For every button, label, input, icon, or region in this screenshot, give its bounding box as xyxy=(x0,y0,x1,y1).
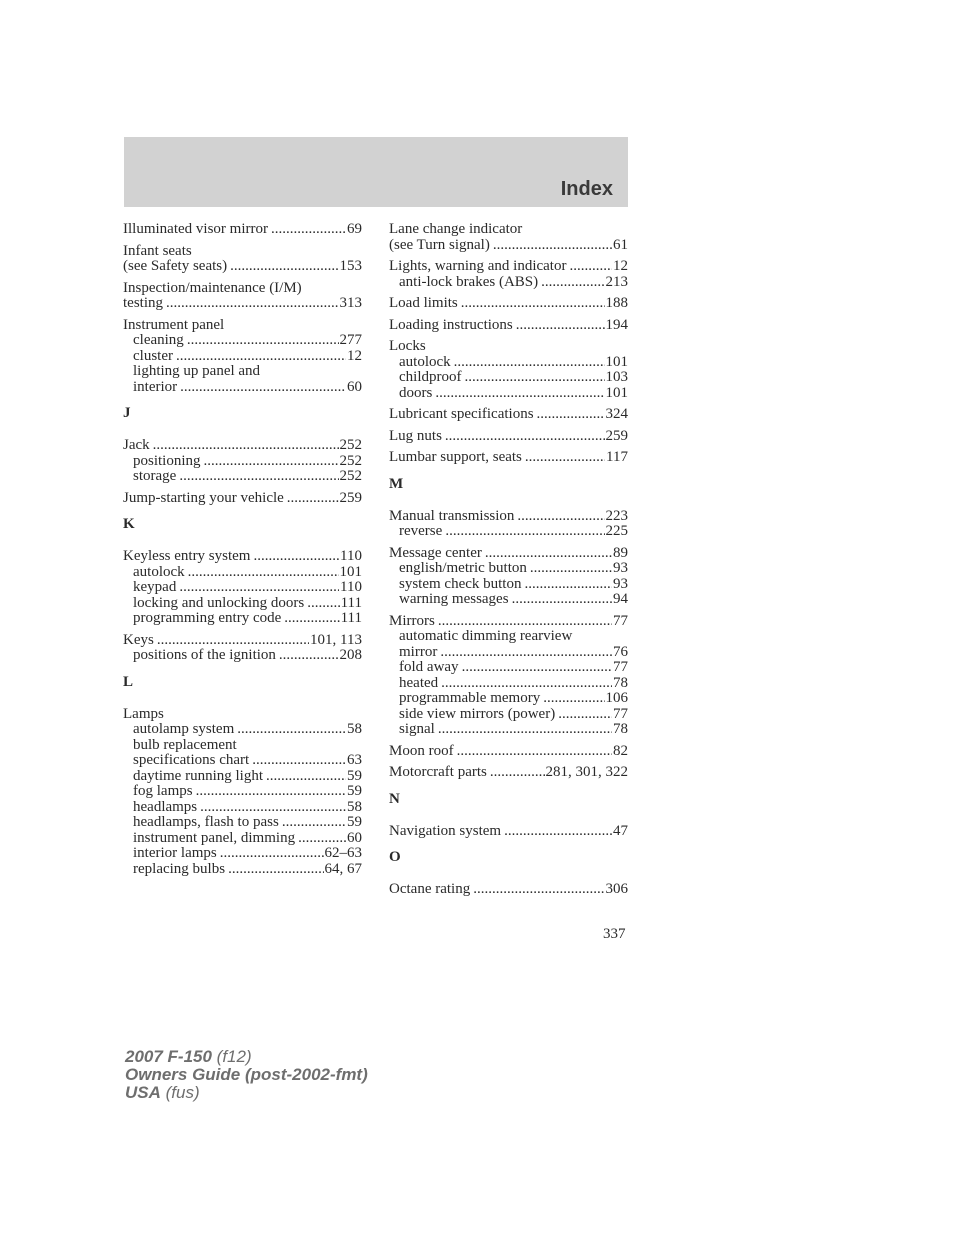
entry-page-ref: 59 xyxy=(347,814,362,830)
index-subentry-line xyxy=(389,660,628,676)
entry-term: headlamps, flash to pass xyxy=(133,814,279,830)
index-entry-line xyxy=(389,824,628,840)
entry-page-ref: 77 xyxy=(613,659,628,675)
index-subentry-line xyxy=(123,769,362,785)
index-subentry-line xyxy=(389,691,628,707)
entry-term: keypad xyxy=(133,579,177,595)
entry-page-ref: 101 xyxy=(605,384,628,401)
index-subentry-line xyxy=(123,722,362,738)
entry-page-ref: 252 xyxy=(339,468,362,484)
dot-leader xyxy=(179,469,338,485)
entry-term: cleaning xyxy=(133,332,184,348)
entry-term: Infant seats xyxy=(123,242,192,259)
index-entry xyxy=(123,244,362,275)
index-entry-line xyxy=(389,318,628,334)
index-entry xyxy=(123,707,362,878)
index-subentry-line xyxy=(123,648,362,664)
index-entry xyxy=(389,450,628,466)
entry-page-ref: 313 xyxy=(339,295,362,311)
entry-page-ref: 306 xyxy=(605,881,628,897)
index-entry xyxy=(123,549,362,627)
index-subentry-line xyxy=(123,846,362,862)
entry-term: fog lamps xyxy=(133,783,193,799)
entry-term: positions of the ignition xyxy=(133,647,276,663)
dot-leader xyxy=(271,222,346,238)
dot-leader xyxy=(441,676,612,692)
dot-leader xyxy=(445,429,605,445)
entry-term: bulb replacement xyxy=(133,736,237,753)
entry-term: heated xyxy=(399,674,439,691)
index-subentry-line xyxy=(389,707,628,723)
entry-term: mirror xyxy=(399,643,438,660)
entry-page-ref: 77 xyxy=(613,612,628,629)
dot-leader xyxy=(517,509,604,525)
entry-page-ref: 93 xyxy=(613,560,628,576)
index-subentry-line xyxy=(123,611,362,627)
entry-term: Instrument panel xyxy=(123,316,225,333)
index-entry-line xyxy=(123,222,362,238)
entry-page-ref: 277 xyxy=(339,332,362,348)
entry-term: Lubricant specifications xyxy=(389,406,534,422)
index-entry-line xyxy=(389,222,628,238)
dot-leader xyxy=(530,561,612,577)
entry-term: Motorcraft parts xyxy=(389,764,487,780)
entry-term: testing xyxy=(123,295,163,311)
footer-line-1: 2007 F-150 (f12) xyxy=(125,1047,252,1066)
entry-term: warning messages xyxy=(399,591,509,607)
entry-term: Manual transmission xyxy=(389,507,515,524)
entry-term: lighting up panel and xyxy=(133,363,261,379)
entry-term: interior lamps xyxy=(133,845,217,861)
entry-page-ref: 225 xyxy=(605,523,628,539)
index-entry-line xyxy=(123,633,362,649)
entry-term: Locks xyxy=(389,338,426,354)
index-entry-line xyxy=(389,509,628,525)
index-entry-line xyxy=(123,244,362,260)
entry-page-ref: 89 xyxy=(613,544,628,561)
index-subentry-line xyxy=(123,815,362,831)
entry-page-ref: 93 xyxy=(613,575,628,592)
entry-term: childproof xyxy=(399,369,462,385)
dot-leader xyxy=(543,691,604,707)
index-entry xyxy=(389,744,628,760)
index-subentry-line xyxy=(389,676,628,692)
entry-page-ref: 58 xyxy=(347,798,362,815)
entry-page-ref: 94 xyxy=(613,591,628,607)
index-entry xyxy=(123,633,362,664)
dot-leader xyxy=(188,565,339,581)
index-entry xyxy=(389,882,628,898)
entry-term: locking and unlocking doors xyxy=(133,594,305,611)
footer-line-2: Owners Guide (post-2002-fmt) xyxy=(125,1065,368,1084)
section-letter: N xyxy=(389,790,400,807)
index-entry xyxy=(389,546,628,608)
entry-page-ref: 76 xyxy=(613,643,628,660)
dot-leader xyxy=(287,491,339,507)
dot-leader xyxy=(504,824,612,840)
entry-page-ref: 188 xyxy=(605,295,628,311)
index-entry xyxy=(389,824,628,840)
index-entry xyxy=(389,296,628,312)
entry-term: autolock xyxy=(399,353,451,370)
entry-page-ref: 47 xyxy=(613,822,628,839)
entry-page-ref: 61 xyxy=(613,236,628,253)
entry-term: Lamps xyxy=(123,705,164,722)
dot-leader xyxy=(438,614,612,630)
index-subentry-line xyxy=(389,386,628,402)
index-entry-line xyxy=(389,259,628,275)
entry-term: Load limits xyxy=(389,295,458,311)
index-entry xyxy=(389,429,628,445)
entry-page-ref: 12 xyxy=(613,258,628,274)
index-subentry-line xyxy=(123,596,362,612)
index-subentry-line xyxy=(389,275,628,291)
dot-leader xyxy=(220,846,324,862)
entry-page-ref: 58 xyxy=(347,721,362,737)
entry-term: Octane rating xyxy=(389,881,471,897)
entry-term: programmable memory xyxy=(399,690,541,706)
index-entry-line xyxy=(123,707,362,723)
entry-term: autolock xyxy=(133,563,185,580)
index-entry-line xyxy=(389,238,628,254)
footer xyxy=(125,1048,368,1102)
entry-term: autolamp system xyxy=(133,721,235,737)
entry-page-ref: 59 xyxy=(347,783,362,799)
dot-leader xyxy=(485,546,612,562)
entry-page-ref: 110 xyxy=(340,548,362,564)
index-entry xyxy=(389,222,628,253)
dot-leader xyxy=(284,611,339,627)
entry-term: english/metric button xyxy=(399,560,527,576)
entry-page-ref: 77 xyxy=(613,705,628,722)
dot-leader xyxy=(176,349,346,365)
entry-page-ref: 101 xyxy=(339,563,362,580)
entry-term: Jump-starting your vehicle xyxy=(123,489,284,506)
entry-term: (see Turn signal) xyxy=(389,236,490,253)
index-subentry-line xyxy=(123,333,362,349)
index-subentry-line xyxy=(389,592,628,608)
entry-term: Illuminated visor mirror xyxy=(123,221,268,237)
dot-leader xyxy=(462,660,612,676)
section-letter: J xyxy=(123,405,131,421)
dot-leader xyxy=(200,800,346,816)
section-letter: M xyxy=(389,475,404,492)
index-column-right xyxy=(389,222,628,904)
index-subentry-line xyxy=(389,577,628,593)
entry-page-ref: 281, 301, 322 xyxy=(545,764,628,780)
dot-leader xyxy=(307,596,339,612)
index-entry xyxy=(123,222,362,238)
dot-leader xyxy=(179,580,339,596)
entry-page-ref: 153 xyxy=(339,258,362,274)
dot-leader xyxy=(282,815,346,831)
index-entry xyxy=(123,281,362,312)
entry-term: Loading instructions xyxy=(389,316,513,333)
index-subentry-line xyxy=(389,722,628,738)
index-subentry-line xyxy=(123,380,362,396)
entry-term: Keys xyxy=(123,631,154,648)
index-subentry-line xyxy=(123,862,362,878)
entry-term: Moon roof xyxy=(389,742,454,759)
index-entry xyxy=(389,259,628,290)
index-entry-line xyxy=(123,549,362,565)
index-column-left xyxy=(123,222,362,883)
index-subentry-line xyxy=(389,561,628,577)
dot-leader xyxy=(558,707,612,723)
index-entry-line xyxy=(123,296,362,312)
dot-leader xyxy=(187,333,339,349)
entry-term: fold away xyxy=(399,659,459,675)
entry-term: Lug nuts xyxy=(389,427,442,444)
index-subentry-line xyxy=(123,565,362,581)
entry-term: Jack xyxy=(123,437,150,453)
dot-leader xyxy=(153,438,339,454)
dot-leader xyxy=(440,645,612,661)
index-entry xyxy=(123,491,362,507)
entry-page-ref: 111 xyxy=(340,594,362,611)
entry-page-ref: 110 xyxy=(340,579,362,595)
header-band xyxy=(124,137,628,207)
dot-leader xyxy=(457,744,612,760)
entry-term: headlamps xyxy=(133,798,198,815)
dot-leader xyxy=(537,407,605,423)
dot-leader xyxy=(252,753,346,769)
entry-page-ref: 78 xyxy=(613,674,628,691)
index-subentry-line xyxy=(123,364,362,380)
entry-term: cluster xyxy=(133,347,173,364)
entry-page-ref: 69 xyxy=(347,221,362,237)
dot-leader xyxy=(237,722,346,738)
index-entry-line xyxy=(389,407,628,423)
entry-term: Lights, warning and indicator xyxy=(389,258,567,274)
entry-term: Inspection/maintenance (I/M) xyxy=(123,279,302,296)
index-entry-line xyxy=(123,491,362,507)
entry-page-ref: 324 xyxy=(605,406,628,422)
dot-leader xyxy=(464,370,604,386)
entry-term: reverse xyxy=(399,523,443,539)
index-subentry-line xyxy=(123,831,362,847)
index-entry xyxy=(389,318,628,334)
dot-leader xyxy=(228,862,323,878)
entry-term: programming entry code xyxy=(133,610,282,626)
dot-leader xyxy=(266,769,346,785)
entry-page-ref: 208 xyxy=(339,647,362,663)
index-entry-line xyxy=(389,296,628,312)
index-entry-line xyxy=(389,429,628,445)
entry-term: automatic dimming rearview xyxy=(399,628,573,644)
index-entry-line xyxy=(389,339,628,355)
entry-term: instrument panel, dimming xyxy=(133,829,296,846)
entry-page-ref: 213 xyxy=(605,273,628,290)
index-subentry-line xyxy=(389,524,628,540)
dot-leader xyxy=(279,648,339,664)
index-entry-line xyxy=(123,259,362,275)
entry-page-ref: 259 xyxy=(605,427,628,444)
footer-line-3: USA (fus) xyxy=(125,1083,200,1102)
index-entry-line xyxy=(389,882,628,898)
index-subentry-line xyxy=(123,349,362,365)
dot-leader xyxy=(493,238,612,254)
entry-term: system check button xyxy=(399,575,522,592)
index-entry-line xyxy=(123,281,362,297)
index-entry xyxy=(389,339,628,401)
entry-page-ref: 63 xyxy=(347,752,362,768)
index-subentry-line xyxy=(123,753,362,769)
dot-leader xyxy=(253,549,339,565)
entry-term: daytime running light xyxy=(133,767,263,784)
entry-page-ref: 194 xyxy=(605,316,628,333)
dot-leader xyxy=(298,831,346,847)
entry-page-ref: 101, 113 xyxy=(310,631,362,648)
dot-leader xyxy=(166,296,339,312)
entry-page-ref: 64, 67 xyxy=(324,860,362,877)
index-subentry-line xyxy=(123,469,362,485)
dot-leader xyxy=(157,633,309,649)
entry-term: specifications chart xyxy=(133,752,250,768)
dot-leader xyxy=(204,454,339,470)
page-number: 337 xyxy=(603,926,626,942)
entry-term: replacing bulbs xyxy=(133,860,226,877)
entry-page-ref: 59 xyxy=(347,767,362,784)
dot-leader xyxy=(445,524,604,540)
entry-page-ref: 78 xyxy=(613,721,628,737)
section-letter: O xyxy=(389,849,401,865)
entry-page-ref: 223 xyxy=(605,507,628,524)
dot-leader xyxy=(454,355,605,371)
entry-term: anti-lock brakes (ABS) xyxy=(399,273,539,290)
dot-leader xyxy=(516,318,605,334)
entry-page-ref: 12 xyxy=(347,347,362,364)
index-subentry-line xyxy=(123,580,362,596)
entry-page-ref: 252 xyxy=(339,437,362,453)
entry-page-ref: 101 xyxy=(605,353,628,370)
dot-leader xyxy=(230,259,338,275)
entry-term: Message center xyxy=(389,544,482,561)
index-entry-line xyxy=(123,318,362,334)
index-entry xyxy=(123,438,362,485)
entry-term: (see Safety seats) xyxy=(123,258,228,274)
index-entry-line xyxy=(389,744,628,760)
entry-page-ref: 82 xyxy=(613,742,628,759)
entry-page-ref: 62–63 xyxy=(324,845,362,861)
index-subentry-line xyxy=(123,454,362,470)
dot-leader xyxy=(435,386,604,402)
index-subentry-line xyxy=(389,370,628,386)
dot-leader xyxy=(541,275,604,291)
entry-term: Mirrors xyxy=(389,612,435,629)
entry-term: Navigation system xyxy=(389,822,502,839)
entry-page-ref: 60 xyxy=(347,378,362,395)
entry-term: doors xyxy=(399,384,433,401)
index-subentry-line xyxy=(123,784,362,800)
entry-term: storage xyxy=(133,468,177,484)
index-entry-line xyxy=(389,614,628,630)
entry-term: signal xyxy=(399,721,435,737)
entry-page-ref: 111 xyxy=(340,610,362,626)
index-entry xyxy=(389,509,628,540)
entry-term: positioning xyxy=(133,452,201,469)
index-entry-line xyxy=(389,450,628,466)
entry-page-ref: 259 xyxy=(339,489,362,506)
entry-term: Keyless entry system xyxy=(123,548,251,564)
entry-page-ref: 106 xyxy=(605,690,628,706)
entry-term: Lane change indicator xyxy=(389,221,523,237)
entry-page-ref: 117 xyxy=(606,449,628,465)
dot-leader xyxy=(438,722,612,738)
dot-leader xyxy=(569,259,612,275)
dot-leader xyxy=(490,765,545,781)
index-entry xyxy=(389,407,628,423)
index-subentry-line xyxy=(123,738,362,754)
dot-leader xyxy=(524,577,612,593)
dot-leader xyxy=(473,882,604,898)
index-subentry-line xyxy=(389,629,628,645)
section-letter: L xyxy=(123,673,134,690)
index-subentry-line xyxy=(123,800,362,816)
dot-leader xyxy=(180,380,346,396)
dot-leader xyxy=(525,450,605,466)
dot-leader xyxy=(461,296,605,312)
index-entry-line xyxy=(389,765,628,781)
entry-page-ref: 252 xyxy=(339,452,362,469)
index-entry-line xyxy=(389,546,628,562)
index-subentry-line xyxy=(389,645,628,661)
page-title: Index xyxy=(560,178,613,200)
entry-term: side view mirrors (power) xyxy=(399,705,556,722)
index-entry xyxy=(389,614,628,738)
index-entry-line xyxy=(123,438,362,454)
section-letter: K xyxy=(123,516,135,532)
index-subentry-line xyxy=(389,355,628,371)
index-entry xyxy=(389,765,628,781)
entry-term: interior xyxy=(133,378,178,395)
dot-leader xyxy=(512,592,612,608)
index-entry xyxy=(123,318,362,396)
entry-term: Lumbar support, seats xyxy=(389,449,522,465)
entry-page-ref: 103 xyxy=(605,369,628,385)
dot-leader xyxy=(196,784,346,800)
entry-page-ref: 60 xyxy=(347,829,362,846)
